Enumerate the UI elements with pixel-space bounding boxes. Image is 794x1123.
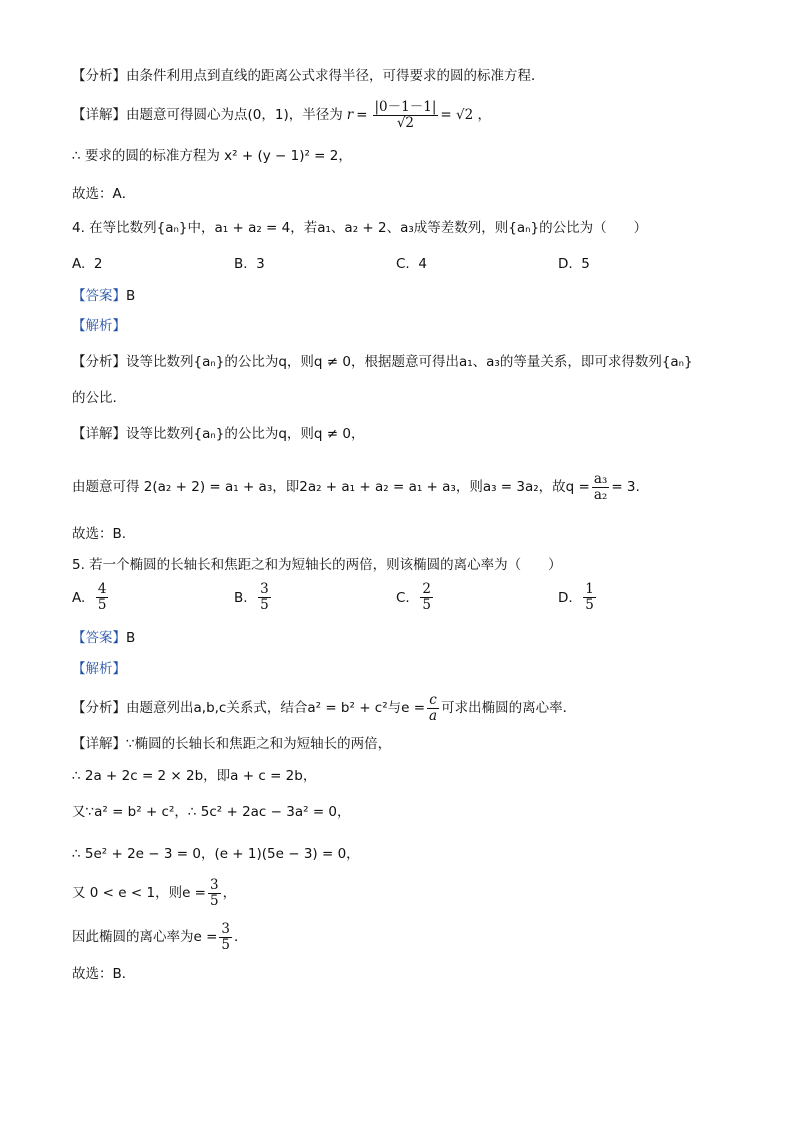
answer-value: B xyxy=(126,630,136,646)
q4-detail-line xyxy=(72,424,364,444)
q-fraction xyxy=(592,472,609,503)
detail-tag: 【详解】 xyxy=(72,426,126,442)
q3-answer: 故选：A． xyxy=(72,186,136,202)
q3-detail-line: 【详解】 由题意可得圆心为点(0，1)，半径为 r = $\frac{|0-1-1|}{√2}$ = √2 ， xyxy=(72,98,491,131)
q5-step-3: ∴ 5e² + 2e − 3 = 0，(e + 1)(5e − 3) = 0， xyxy=(72,846,360,862)
radius-numerator: |0－1－1| xyxy=(374,98,437,115)
q3-analysis-line xyxy=(72,66,545,86)
q5-choice-b: B. $\frac{3}{5}$ xyxy=(234,581,269,613)
analysis-text: 由条件利用点到直线的距离公式求得半径，可得要求的圆的标准方程． xyxy=(126,68,545,84)
q5-analysis-line xyxy=(72,690,576,726)
q5-step-2: 又∵a² = b² + c²，∴ 5c² + 2ac − 3a² = 0， xyxy=(72,804,351,820)
q4-choice-d: D. 5 xyxy=(558,256,590,272)
q5-answer-line xyxy=(72,628,135,648)
q4-choice-a: A. 2 xyxy=(72,256,103,272)
analysis-text-a: 由题意列出a,b,c关系式，结合a² = b² + c²与e = xyxy=(126,700,426,716)
q5-choice-c: C. $\frac{2}{5}$ xyxy=(396,581,431,613)
analysis-text: 设等比数列{aₙ}的公比为q，则q ≠ 0，根据题意可得出a₁、a₃的等量关系，即可求得数列{aₙ} xyxy=(126,354,693,370)
q-denominator: a₂ xyxy=(593,486,608,503)
analysis-tag: 【分析】 xyxy=(72,354,126,370)
q5-stem: 5. 若一个椭圆的长轴长和焦距之和为短轴长的两倍，则该椭圆的离心率为（ ） xyxy=(72,557,562,573)
q4-choice-b: B. 3 xyxy=(234,256,265,272)
q4-analysis-line-2: 的公比. xyxy=(72,390,117,406)
q4-answer-line xyxy=(72,286,135,306)
q5-step-5: 因此椭圆的离心率为e = $\frac{3}{5}$ ． xyxy=(72,920,248,953)
q5-final: 故选：B． xyxy=(72,966,136,982)
q5-detail-line xyxy=(72,734,391,754)
answer-tag: 【答案】 xyxy=(72,288,126,304)
e-fraction: $\frac{c}{a}$ xyxy=(429,691,438,724)
q-numerator: a₃ xyxy=(593,470,608,487)
q4-derivation-line xyxy=(72,468,640,506)
detail-text: 由题意可得圆心为点(0，1)，半径为 xyxy=(126,107,343,123)
q4-analysis-header: 【解析】 xyxy=(72,318,126,334)
q4-stem: 4. 在等比数列{aₙ}中，a₁ + a₂ = 4，若a₁、a₂ + 2、a₃成等差数列，则{aₙ}的公比为（ ） xyxy=(72,220,648,236)
q4-analysis-line-1 xyxy=(72,352,693,372)
q5-choice-a: A. $\frac{4}{5}$ xyxy=(72,581,107,613)
analysis-tag: 【分析】 xyxy=(72,68,126,84)
q-result: = 3. xyxy=(611,479,640,495)
radius-result: = √2 ， xyxy=(440,107,491,123)
q5-step-1: ∴ 2a + 2c = 2 × 2b，即a + c = 2b， xyxy=(72,768,317,784)
detail-text: 设等比数列{aₙ}的公比为q，则q ≠ 0， xyxy=(126,426,365,442)
q5-analysis-header: 【解析】 xyxy=(72,661,126,677)
detail-text: ∵椭圆的长轴长和焦距之和为短轴长的两倍， xyxy=(126,736,392,752)
radius-denominator: √2 xyxy=(396,114,415,131)
detail-tag: 【详解】 xyxy=(72,107,126,123)
q3-conclusion: ∴ 要求的圆的标准方程为 x² + (y − 1)² = 2， xyxy=(72,148,352,164)
q4-choice-c: C. 4 xyxy=(396,256,427,272)
derivation-text: 由题意可得 2(a₂ + 2) = a₁ + a₃，即2a₂ + a₁ + a₂ = a₁ + a₃，则a₃ = 3a₂，故q = xyxy=(72,479,590,495)
q4-final: 故选：B. xyxy=(72,526,127,542)
analysis-tag: 【分析】 xyxy=(72,700,126,716)
analysis-text-b: 可求出椭圆的离心率． xyxy=(441,700,577,716)
answer-tag: 【答案】 xyxy=(72,630,126,646)
detail-tag: 【详解】 xyxy=(72,736,126,752)
answer-value: B xyxy=(126,288,136,304)
q5-choice-d: D. $\frac{1}{5}$ xyxy=(558,581,594,613)
radius-fraction xyxy=(373,100,439,131)
q5-step-4: 又 0 < e < 1，则e = $\frac{3}{5}$ ， xyxy=(72,876,237,909)
